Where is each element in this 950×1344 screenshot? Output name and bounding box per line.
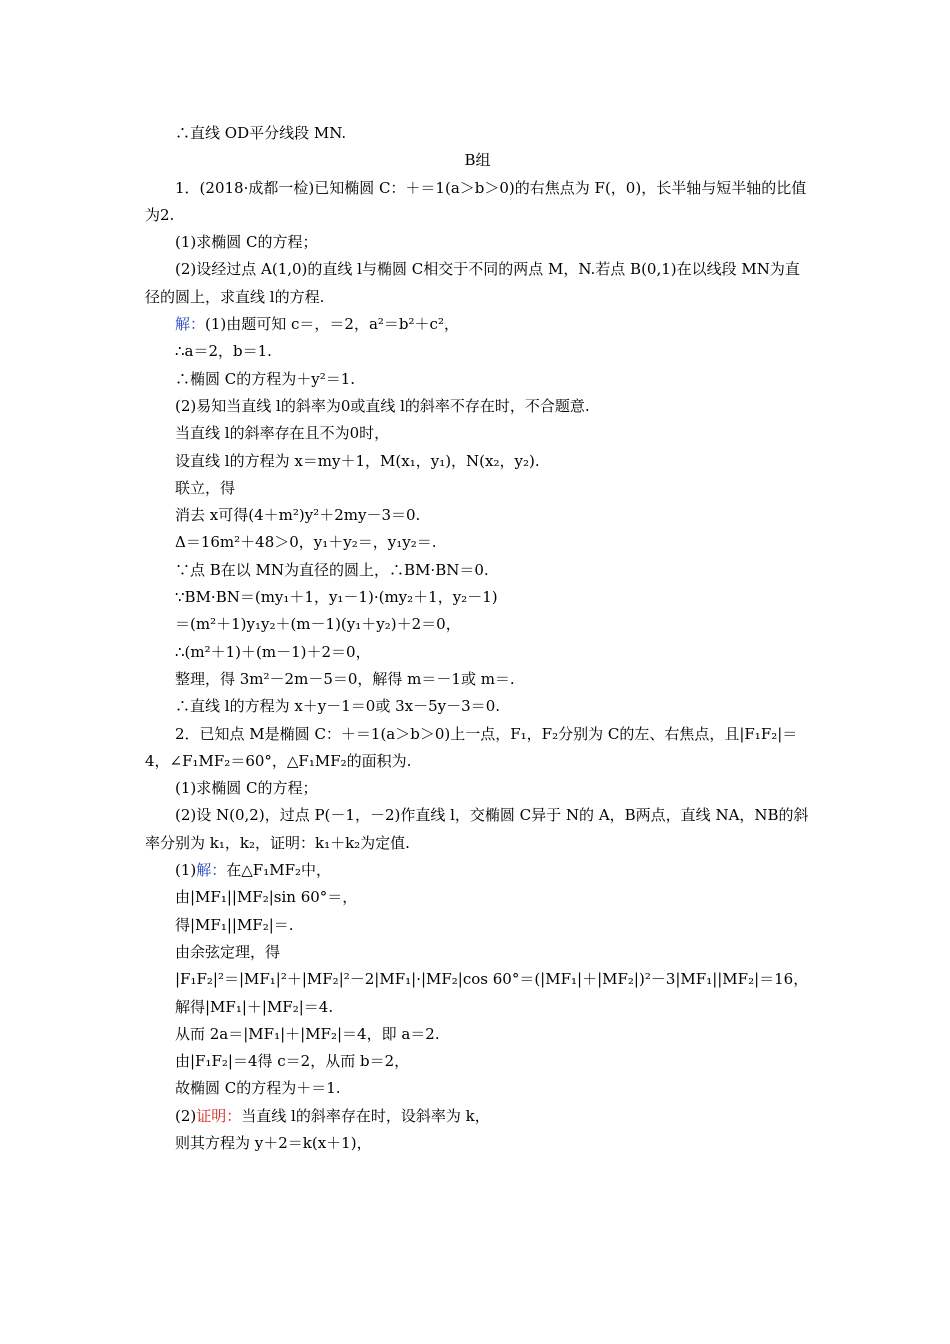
text-line (145, 448, 810, 475)
line-text: (1)求椭圆 C的方程； (175, 779, 318, 798)
line-text: 联立，得 (175, 478, 236, 497)
line-text: 2．已知点 M是椭圆 C：＋＝1(a＞b＞0)上一点，F₁，F₂分别为 C的左、右焦点，且|F₁F₂|＝4，∠F₁MF₂＝60°，△F₁MF₂的面积为. (145, 724, 798, 770)
line-text: ＝(m²＋1)y₁y₂＋(m－1)(y₁＋y₂)＋2＝0， (175, 615, 461, 634)
line-text: Δ＝16m²＋48＞0，y₁＋y₂＝，y₁y₂＝. (175, 533, 437, 552)
line-text: 1．(2018·成都一检)已知椭圆 C：＋＝1(a＞b＞0)的右焦点为 F(，0)，长半轴与短半轴的比值为2. (145, 178, 807, 224)
line-text: ∴直线 l的方程为 x＋y－1＝0或 3x－5y－3＝0. (175, 697, 500, 716)
document-body (145, 120, 810, 1157)
line-text: 当直线 l的斜率存在且不为0时， (175, 424, 390, 443)
line-text: (2)设 N(0,2)，过点 P(－1，－2)作直线 l，交椭圆 C异于 N的 A，B两点，直线 NA，NB的斜率分别为 k₁，k₂，证明：k₁＋k₂为定值. (145, 806, 809, 852)
text-line (145, 1130, 810, 1157)
line-text: 解得|MF₁|＋|MF₂|＝4. (175, 997, 334, 1016)
text-line (145, 994, 810, 1021)
line-text: 从而 2a＝|MF₁|＋|MF₂|＝4，即 a＝2. (175, 1024, 440, 1043)
line-text: 设直线 l的方程为 x＝my＋1，M(x₁，y₁)，N(x₂，y₂). (175, 451, 540, 470)
text-line (145, 884, 810, 911)
line-text: 由余弦定理，得 (175, 942, 281, 961)
text-line (145, 1021, 810, 1048)
text-line (145, 611, 810, 638)
text-line (145, 1048, 810, 1075)
text-line (145, 857, 810, 884)
text-line (145, 366, 810, 393)
line-text: ∴a＝2，b＝1. (175, 342, 272, 361)
text-line (145, 966, 810, 993)
line-text: 得|MF₁||MF₂|＝. (175, 915, 294, 934)
text-line (145, 420, 810, 447)
line-text: ∴椭圆 C的方程为＋y²＝1. (175, 369, 356, 388)
line-text: |F₁F₂|²＝|MF₁|²＋|MF₂|²－2|MF₁|·|MF₂|cos 60°＝(|MF₁|＋|MF₂|)²－3|MF₁||MF₂|＝16， (175, 970, 809, 989)
line-prefix: (1) (175, 861, 197, 880)
line-text: ∵点 B在以 MN为直径的圆上，∴BM·BN＝0. (175, 560, 489, 579)
text-line (145, 147, 810, 174)
text-line (145, 529, 810, 556)
line-text: 在△F₁MF₂中， (226, 861, 332, 880)
line-text: ∴直线 OD平分线段 MN. (175, 124, 347, 142)
line-text: 由|F₁F₂|＝4得 c＝2，从而 b＝2， (175, 1052, 410, 1071)
text-line (145, 693, 810, 720)
line-text: 则其方程为 y＋2＝k(x＋1)， (175, 1133, 372, 1152)
line-text: (2)易知当直线 l的斜率为0或直线 l的斜率不存在时，不合题意. (175, 396, 590, 415)
text-line (145, 1103, 810, 1130)
text-line (145, 175, 810, 230)
text-line (145, 666, 810, 693)
solution-label: 解： (196, 861, 227, 880)
solution-label: 解： (175, 315, 206, 334)
line-text: ∴(m²＋1)＋(m－1)＋2＝0， (175, 642, 371, 661)
text-line (145, 393, 810, 420)
text-line (145, 1075, 810, 1102)
text-line (145, 229, 810, 256)
text-line (145, 802, 810, 857)
line-text: (1)求椭圆 C的方程； (175, 233, 318, 252)
text-line (145, 912, 810, 939)
text-line (145, 338, 810, 365)
text-line (145, 120, 810, 147)
line-text: (2)设经过点 A(1,0)的直线 l与椭圆 C相交于不同的两点 M，N.若点 B(0,1)在以线段 MN为直径的圆上，求直线 l的方程. (145, 260, 800, 306)
text-line (145, 939, 810, 966)
text-line (145, 639, 810, 666)
line-text: B组 (464, 151, 491, 170)
line-text: 当直线 l的斜率存在时，设斜率为 k， (241, 1106, 490, 1125)
line-text: ∵BM·BN＝(my₁＋1，y₁－1)·(my₂＋1，y₂－1) (175, 588, 498, 607)
line-text: 消去 x可得(4＋m²)y²＋2my－3＝0. (175, 506, 421, 525)
text-line (145, 557, 810, 584)
line-prefix: (2) (175, 1106, 197, 1125)
solution-label: 证明： (196, 1106, 242, 1125)
text-line (145, 475, 810, 502)
text-line (145, 311, 810, 338)
text-line (145, 584, 810, 611)
text-line (145, 721, 810, 776)
line-text: (1)由题可知 c＝，＝2，a²＝b²＋c²， (205, 315, 459, 334)
line-text: 整理，得 3m²－2m－5＝0，解得 m＝－1或 m＝. (175, 669, 515, 688)
line-text: 故椭圆 C的方程为＋＝1. (175, 1079, 341, 1098)
text-line (145, 256, 810, 311)
text-line (145, 775, 810, 802)
line-text: 由|MF₁||MF₂|sin 60°＝， (175, 888, 358, 907)
text-line (145, 502, 810, 529)
